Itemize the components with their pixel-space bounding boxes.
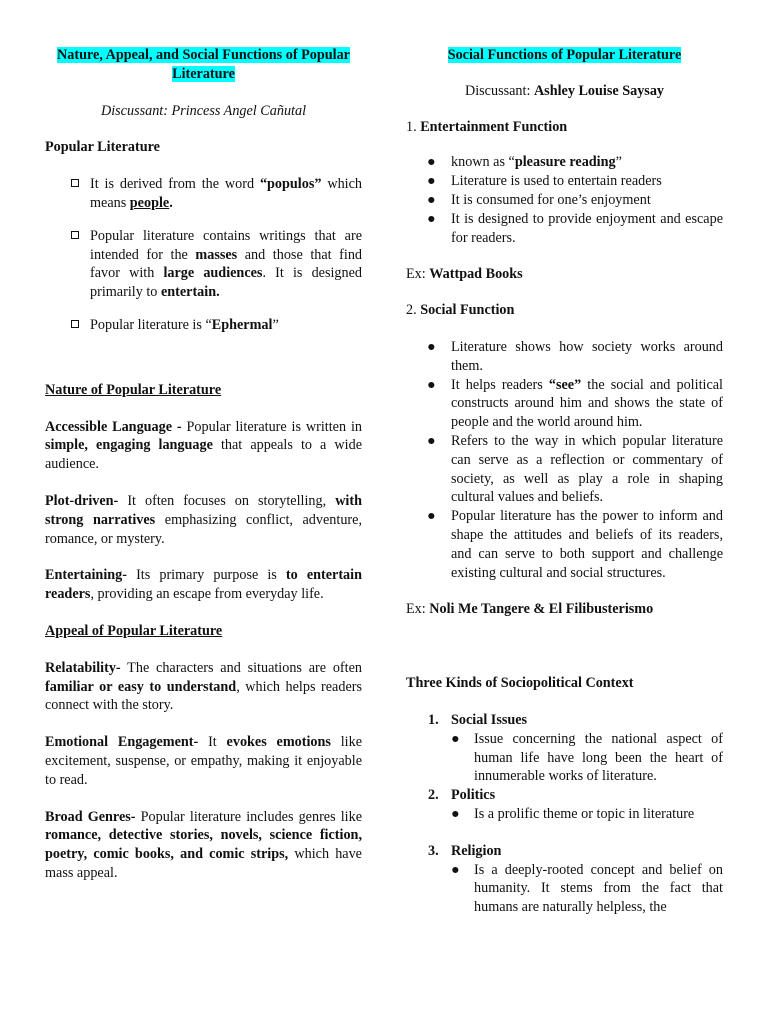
list-item: ● It helps readers “see” the social and political constructs around him and shows the state of people and the world around him. <box>427 376 723 431</box>
list-item: ● Issue concerning the national aspect of human life have long been the heart of innumerable works of literature. <box>451 730 723 785</box>
bullet-icon: ● <box>427 173 436 190</box>
list-item: 3. Religion ● Is a deeply-rooted concept and belief on humanity. It stems from the fact that humans are naturally helpless, the <box>428 842 723 916</box>
appeal-relatability: Relatability- The characters and situations are often familiar or easy to understand, which helps readers connect with the story. <box>45 659 362 714</box>
list-item: 2. Politics ● Is a prolific theme or topic in literature <box>406 786 723 824</box>
bullet-icon: ● <box>451 730 460 747</box>
list-item: 1. Social Issues ● Issue concerning the national aspect of human life have long been the heart of innumerable works of literature. <box>428 711 723 785</box>
nature-accessible: Accessible Language - Popular literature is written in simple, engaging language that appeals to a wide audience. <box>45 418 363 473</box>
list-item: ● It is designed to provide enjoyment and escape for readers. <box>427 210 723 246</box>
list-item: ● Literature is used to entertain readers <box>427 173 662 190</box>
document-title <box>45 46 362 84</box>
bullet-icon: ● <box>451 805 460 822</box>
nature-plot-driven: Plot-driven- It often focuses on storytelling, with strong narratives emphasizing conflict, adventure, romance, or mystery. <box>45 492 362 547</box>
bullet-icon: ● <box>451 861 460 878</box>
nature-heading: Nature of Popular Literature <box>45 381 222 398</box>
entertainment-list <box>406 153 723 247</box>
list-item: ● Literature shows how society works around them. <box>427 338 723 374</box>
appeal-genres: Broad Genres- Popular literature includes genres like romance, detective stories, novels, science fiction, poetry, comic books, and comic strips, which have mass appeal. <box>45 808 363 881</box>
bullet-icon: ● <box>427 338 436 355</box>
social-function-heading: 2. Social Function <box>406 302 515 319</box>
title-line-1: Nature, Appeal, and Social Functions of Popular <box>57 47 350 63</box>
bullet-icon: ● <box>427 376 436 393</box>
bullet-icon: ● <box>427 508 436 525</box>
bullet-icon: ● <box>427 432 436 449</box>
title-line-2: Literature <box>172 65 235 82</box>
entertainment-function-heading: 1. Entertainment Function <box>406 118 568 135</box>
appeal-emotional: Emotional Engagement- It evokes emotions like excitement, suspense, or empathy, making it enjoyable to read. <box>45 734 363 788</box>
right-column <box>406 46 723 917</box>
list-item: Popular literature contains writings that are intended for the masses and those that find favor with large audiences. It is designed primarily to entertain. <box>45 227 362 302</box>
list-item: ● Is a prolific theme or topic in literature <box>451 805 695 822</box>
section-title: Social Functions of Popular Literature <box>447 47 682 63</box>
bullet-icon: ● <box>427 154 436 171</box>
list-item: It is derived from the word “populos” which means people. <box>45 175 362 213</box>
bullet-icon: ● <box>427 191 436 208</box>
nature-entertaining: Entertaining- Its primary purpose is to entertain readers, providing an escape from everyday life. <box>45 567 362 603</box>
checkbox-bullet-icon <box>71 320 79 328</box>
left-column <box>45 46 362 883</box>
sociopolitical-context-heading: Three Kinds of Sociopolitical Context <box>406 675 634 692</box>
checkbox-bullet-icon <box>71 179 79 187</box>
list-item: ● Popular literature has the power to inform and shape the attitudes and beliefs of its readers, and can serve to both support and challenge existing cultural and social structures. <box>427 508 723 581</box>
list-item: ● known as “pleasure reading” <box>427 154 622 171</box>
right-discussant: Discussant: Ashley Louise Saysay <box>464 82 665 99</box>
entertainment-example: Ex: Wattpad Books <box>406 266 523 283</box>
appeal-heading: Appeal of Popular Literature <box>45 622 223 639</box>
popular-literature-list <box>45 175 362 335</box>
list-item: ● It is consumed for one’s enjoyment <box>427 191 651 208</box>
social-function-list <box>406 338 723 582</box>
list-item: ● Is a deeply-rooted concept and belief on humanity. It stems from the fact that humans are naturally helpless, the <box>451 861 723 916</box>
left-discussant: Discussant: Princess Angel Cañutal <box>100 102 307 119</box>
popular-literature-heading: Popular Literature <box>45 139 160 156</box>
checkbox-bullet-icon <box>71 231 79 239</box>
social-function-example: Ex: Noli Me Tangere & El Filibusterismo <box>406 601 654 618</box>
list-item: Popular literature is “Ephermal” <box>45 316 362 335</box>
bullet-icon: ● <box>427 210 436 227</box>
list-item: ● Refers to the way in which popular literature can serve as a reflection or commentary of society, as well as play a role in shaping cultural values and beliefs. <box>427 432 723 506</box>
sociopolitical-context-list <box>406 711 723 917</box>
